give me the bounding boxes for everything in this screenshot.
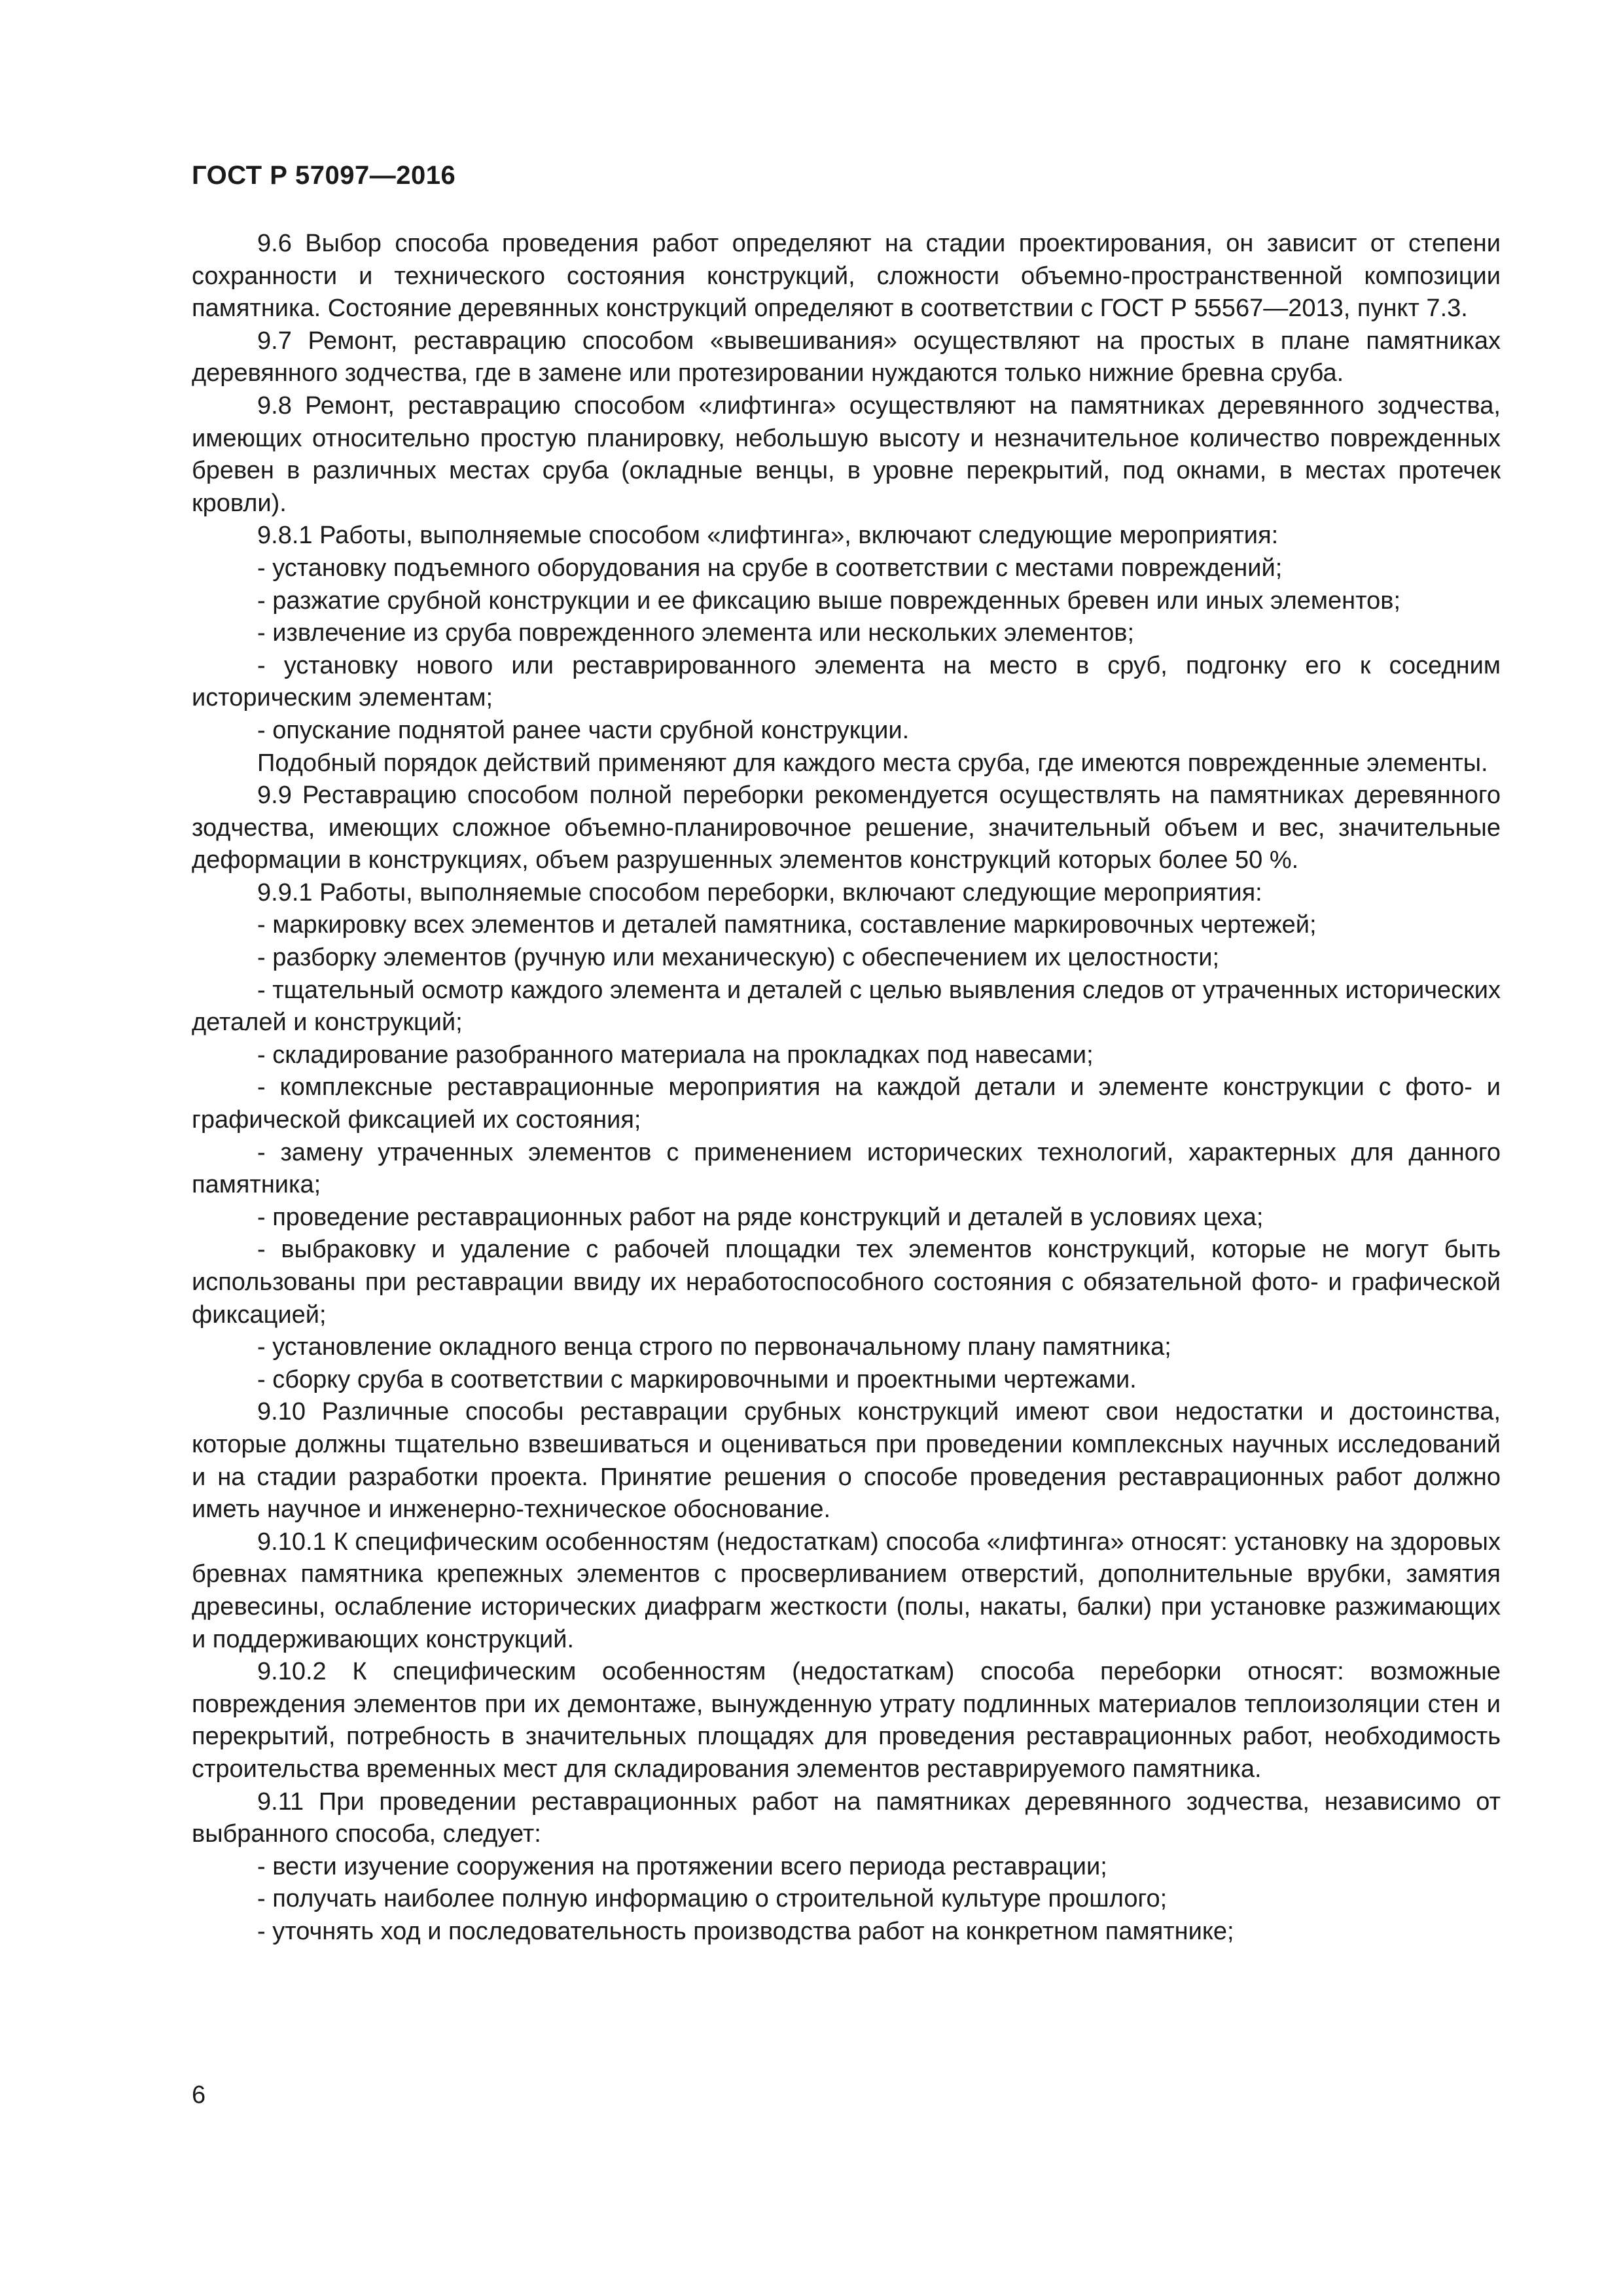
paragraph: 9.11 При проведении реставрационных работ на памятниках деревянного зодчества, независимо от выбранного способа, следует: [192, 1787, 1501, 1848]
list-item: - установление окладного венца строго по первоначальному плану памятника; [257, 1333, 1171, 1361]
paragraph: 9.10.2 К специфическим особенностям (недостаткам) способа переборки относят: возможные повреждения элементов при их демонтаже, вынужденную утрату подлинных материалов теплоизоляции стен и перекрытий, потребность в значительных площадях для проведения реставрационных работ, необходимость строительства временных мест для складирования элементов реставрируемого памятника. [192, 1658, 1501, 1783]
paragraph: 9.9 Реставрацию способом полной переборки рекомендуется осуществлять на памятниках деревянного зодчества, имеющих сложное объемно-планировочное решение, значительный объем и вес, значительные деформации в конструкциях, объем разрушенных элементов конструкций которых более 50 %. [192, 781, 1501, 874]
document-body [192, 228, 1501, 1948]
paragraph: 9.9.1 Работы, выполняемые способом переборки, включают следующие мероприятия: [257, 878, 1262, 906]
paragraph: 9.7 Ремонт, реставрацию способом «вывешивания» осуществляют на простых в плане памятниках деревянного зодчества, где в замене или протезировании нуждаются только нижние бревна сруба. [192, 327, 1501, 387]
list-item: - складирование разобранного материала на прокладках под навесами; [257, 1041, 1094, 1069]
list-item: - разборку элементов (ручную или механическую) с обеспечением их целостности; [257, 944, 1220, 972]
list-item: - тщательный осмотр каждого элемента и деталей с целью выявления следов от утраченных исторических деталей и конструкций; [192, 976, 1501, 1037]
list-item: - получать наиболее полную информацию о строительной культуре прошлого; [257, 1885, 1168, 1913]
paragraph: Подобный порядок действий применяют для каждого места сруба, где имеются поврежденные элементы. [257, 749, 1488, 777]
list-item: - уточнять ход и последовательность производства работ на конкретном памятнике; [257, 1917, 1234, 1945]
document-header: ГОСТ Р 57097—2016 [192, 161, 456, 190]
page-number: 6 [192, 2081, 206, 2109]
list-item: - комплексные реставрационные мероприятия на каждой детали и элементе конструкции с фото- и графической фиксацией их состояния; [192, 1073, 1501, 1134]
list-item: - замену утраченных элементов с применением исторических технологий, характерных для данного памятника; [192, 1138, 1501, 1199]
list-item: - опускание поднятой ранее части срубной конструкции. [257, 716, 910, 744]
paragraph: 9.8.1 Работы, выполняемые способом «лифтинга», включают следующие мероприятия: [257, 522, 1279, 550]
list-item: - разжатие срубной конструкции и ее фиксацию выше поврежденных бревен или иных элементов; [257, 586, 1401, 615]
list-item: - вести изучение сооружения на протяжении всего периода реставрации; [257, 1852, 1107, 1880]
list-item: - установку подъемного оборудования на срубе в соответствии с местами повреждений; [257, 554, 1283, 582]
list-item: - маркировку всех элементов и деталей памятника, составление маркировочных чертежей; [257, 911, 1317, 939]
paragraph: 9.10.1 К специфическим особенностям (недостаткам) способа «лифтинга» относят: установку на здоровых бревнах памятника крепежных элементов с просверливанием отверстий, дополнительные врубки, замятия древесины, ослабление исторических диафрагм жесткости (полы, накаты, балки) при установке разжимающих и поддерживающих конструкций. [192, 1528, 1501, 1653]
list-item: - установку нового или реставрированного элемента на место в сруб, подгонку его к соседним историческим элементам; [192, 651, 1501, 712]
paragraph: 9.6 Выбор способа проведения работ определяют на стадии проектирования, он зависит от степени сохранности и технического состояния конструкций, сложности объемно-пространственной композиции памятника. Состояние деревянных конструкций определяют в соответствии с ГОСТ Р 55567—2013, пункт 7.3. [192, 230, 1501, 323]
list-item: - проведение реставрационных работ на ряде конструкций и деталей в условиях цеха; [257, 1203, 1264, 1231]
list-item: - сборку сруба в соответствии с маркировочными и проектными чертежами. [257, 1365, 1137, 1393]
paragraph: 9.8 Ремонт, реставрацию способом «лифтинга» осуществляют на памятниках деревянного зодчества, имеющих относительно простую планировку, небольшую высоту и незначительное количество поврежденных бревен в различных местах сруба (окладные венцы, в уровне перекрытий, под окнами, в местах протечек кровли). [192, 391, 1501, 517]
list-item: - извлечение из сруба поврежденного элемента или нескольких элементов; [257, 619, 1135, 647]
list-item: - выбраковку и удаление с рабочей площадки тех элементов конструкций, которые не могут быть использованы при реставрации ввиду их неработоспособного состояния с обязательной фото- и графической фиксацией; [192, 1236, 1501, 1329]
paragraph: 9.10 Различные способы реставрации срубных конструкций имеют свои недостатки и достоинства, которые должны тщательно взвешиваться и оцениваться при проведении комплексных научных исследований и на стадии разработки проекта. Принятие решения о способе проведения реставрационных работ должно иметь научное и инженерно-техническое обоснование. [192, 1398, 1501, 1524]
